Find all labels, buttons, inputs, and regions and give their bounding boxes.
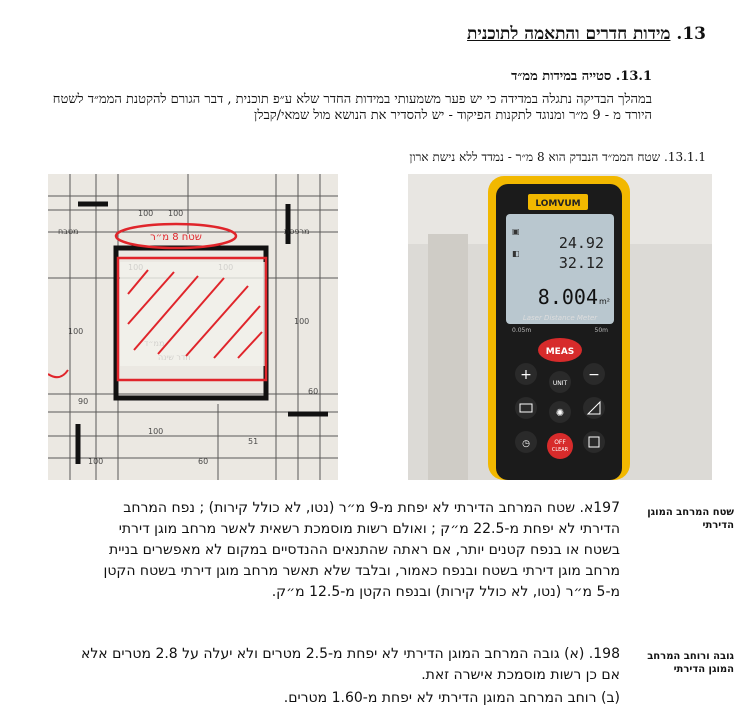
reg198-text-b: (ב) רוחב המרחב המוגן הדירתי לא יפחת מ-1.60 מטרים. — [283, 690, 620, 706]
unit-button-label: UNIT — [552, 380, 568, 387]
plan-annotation-text: שטח 8 מ״ר — [150, 232, 202, 243]
svg-text:60: 60 — [308, 387, 319, 396]
meter-caption: Laser Distance Meter — [522, 314, 598, 322]
off-clear-button — [547, 433, 573, 459]
subsection-title: סטייה במידות ממ״ד — [511, 69, 612, 84]
section-title: מידות חדרים והתאמה לתוכנית — [467, 24, 671, 44]
meter-reading-mid: 32.12 — [558, 254, 604, 272]
meter-brand: LOMVUM — [535, 199, 581, 209]
finding-paragraph: במהלך הבדיקה נתגלה במדידה כי יש פער משמעותי במידות החדר שלא ע״פ תוכנית , דבר הגורם להקטנת הממ״ד לשטח היורד מ - 9 מ״ר ומנוגד לתקנות הפיקוד - יש להסדיר את הנושא מול שמאי/קבלן — [52, 92, 652, 123]
area-mode-button — [515, 397, 537, 419]
plan-room-label-4: מרפסת — [284, 227, 310, 236]
floor-plan-photo — [48, 174, 338, 480]
section-heading — [467, 24, 706, 44]
svg-text:✺: ✺ — [555, 408, 565, 419]
save-button — [583, 431, 605, 453]
finding-item — [409, 150, 706, 165]
clear-button-label: CLEAR — [551, 447, 569, 453]
svg-text:◷: ◷ — [522, 439, 530, 449]
svg-text:100: 100 — [88, 457, 104, 466]
meter-unit: m² — [599, 297, 610, 306]
reg197-text: 197א. שטח המרחב הדירתי לא יפחת מ-9 מ״ר (נטו, לא כולל קירות) ; נפח המרחב הדירתי לא יפחת מ-22.5 מ״ק ; ואולם רשות מוסמכת רשאית לאשר מרחב מוגן דירתי בשטח או בנפח קטנים יותר, אם ראתה שהתנאים ההנדסיים במקום לא מאפשרים בניית מרחב מוגן דירתי בשטח ובנפח כאמור, ובלבד שלא תאשר מרחב מוגן דירתי בשטח הקטן מ-5 מ״ר (נטו, לא כולל קירות) ובנפח הקטן מ-12.5 מ״ק. — [103, 500, 620, 600]
svg-text:−: − — [588, 367, 600, 383]
item-number: 13.1.1. — [664, 150, 706, 164]
item-text: שטח הממ״ד הנבדק הוא 8 מ״ר - נמדד ללא נישת ארון — [409, 150, 661, 164]
svg-text:60: 60 — [198, 457, 209, 466]
meter-reading-main: 8.004 — [537, 285, 598, 309]
off-button-label: OFF — [554, 439, 566, 446]
svg-text:100: 100 — [148, 427, 164, 436]
meas-button-label: MEAS — [545, 347, 575, 357]
svg-text:100: 100 — [138, 209, 154, 218]
svg-text:100: 100 — [68, 327, 84, 336]
reg197-side-label: שטח המרחב המוגן הדירתי — [647, 507, 734, 531]
floor-plan-drawing — [48, 174, 338, 480]
meter-range-left: 0.05m — [512, 327, 532, 334]
section-number: 13. — [676, 24, 706, 44]
subsection-heading — [511, 68, 652, 84]
svg-text:51: 51 — [248, 437, 259, 446]
laser-meter-photo — [408, 174, 712, 480]
svg-text:100: 100 — [294, 317, 310, 326]
laser-meter-drawing — [408, 174, 712, 480]
plan-room-label-3: מטבח — [58, 227, 79, 236]
reg198-text-a: 198. (א) גובה המרחב המוגן הדירתי לא יפחת מ-2.5 מטרים ולא יעלה על 2.8 מטרים אלא אם כן רשות מוסמכת אישרה זאת. — [80, 646, 620, 683]
meter-reading-top: 24.92 — [558, 234, 604, 252]
svg-text:90: 90 — [78, 397, 89, 406]
svg-text:▣: ▣ — [512, 227, 520, 236]
reg198-side-label: גובה ורוחב המרחב המוגן הדירתי — [647, 651, 734, 675]
svg-text:100: 100 — [168, 209, 184, 218]
svg-text:◧: ◧ — [512, 249, 520, 258]
subsection-number: 13.1. — [615, 69, 652, 84]
meter-range-right: 50m — [594, 327, 608, 334]
svg-text:+: + — [520, 367, 532, 383]
